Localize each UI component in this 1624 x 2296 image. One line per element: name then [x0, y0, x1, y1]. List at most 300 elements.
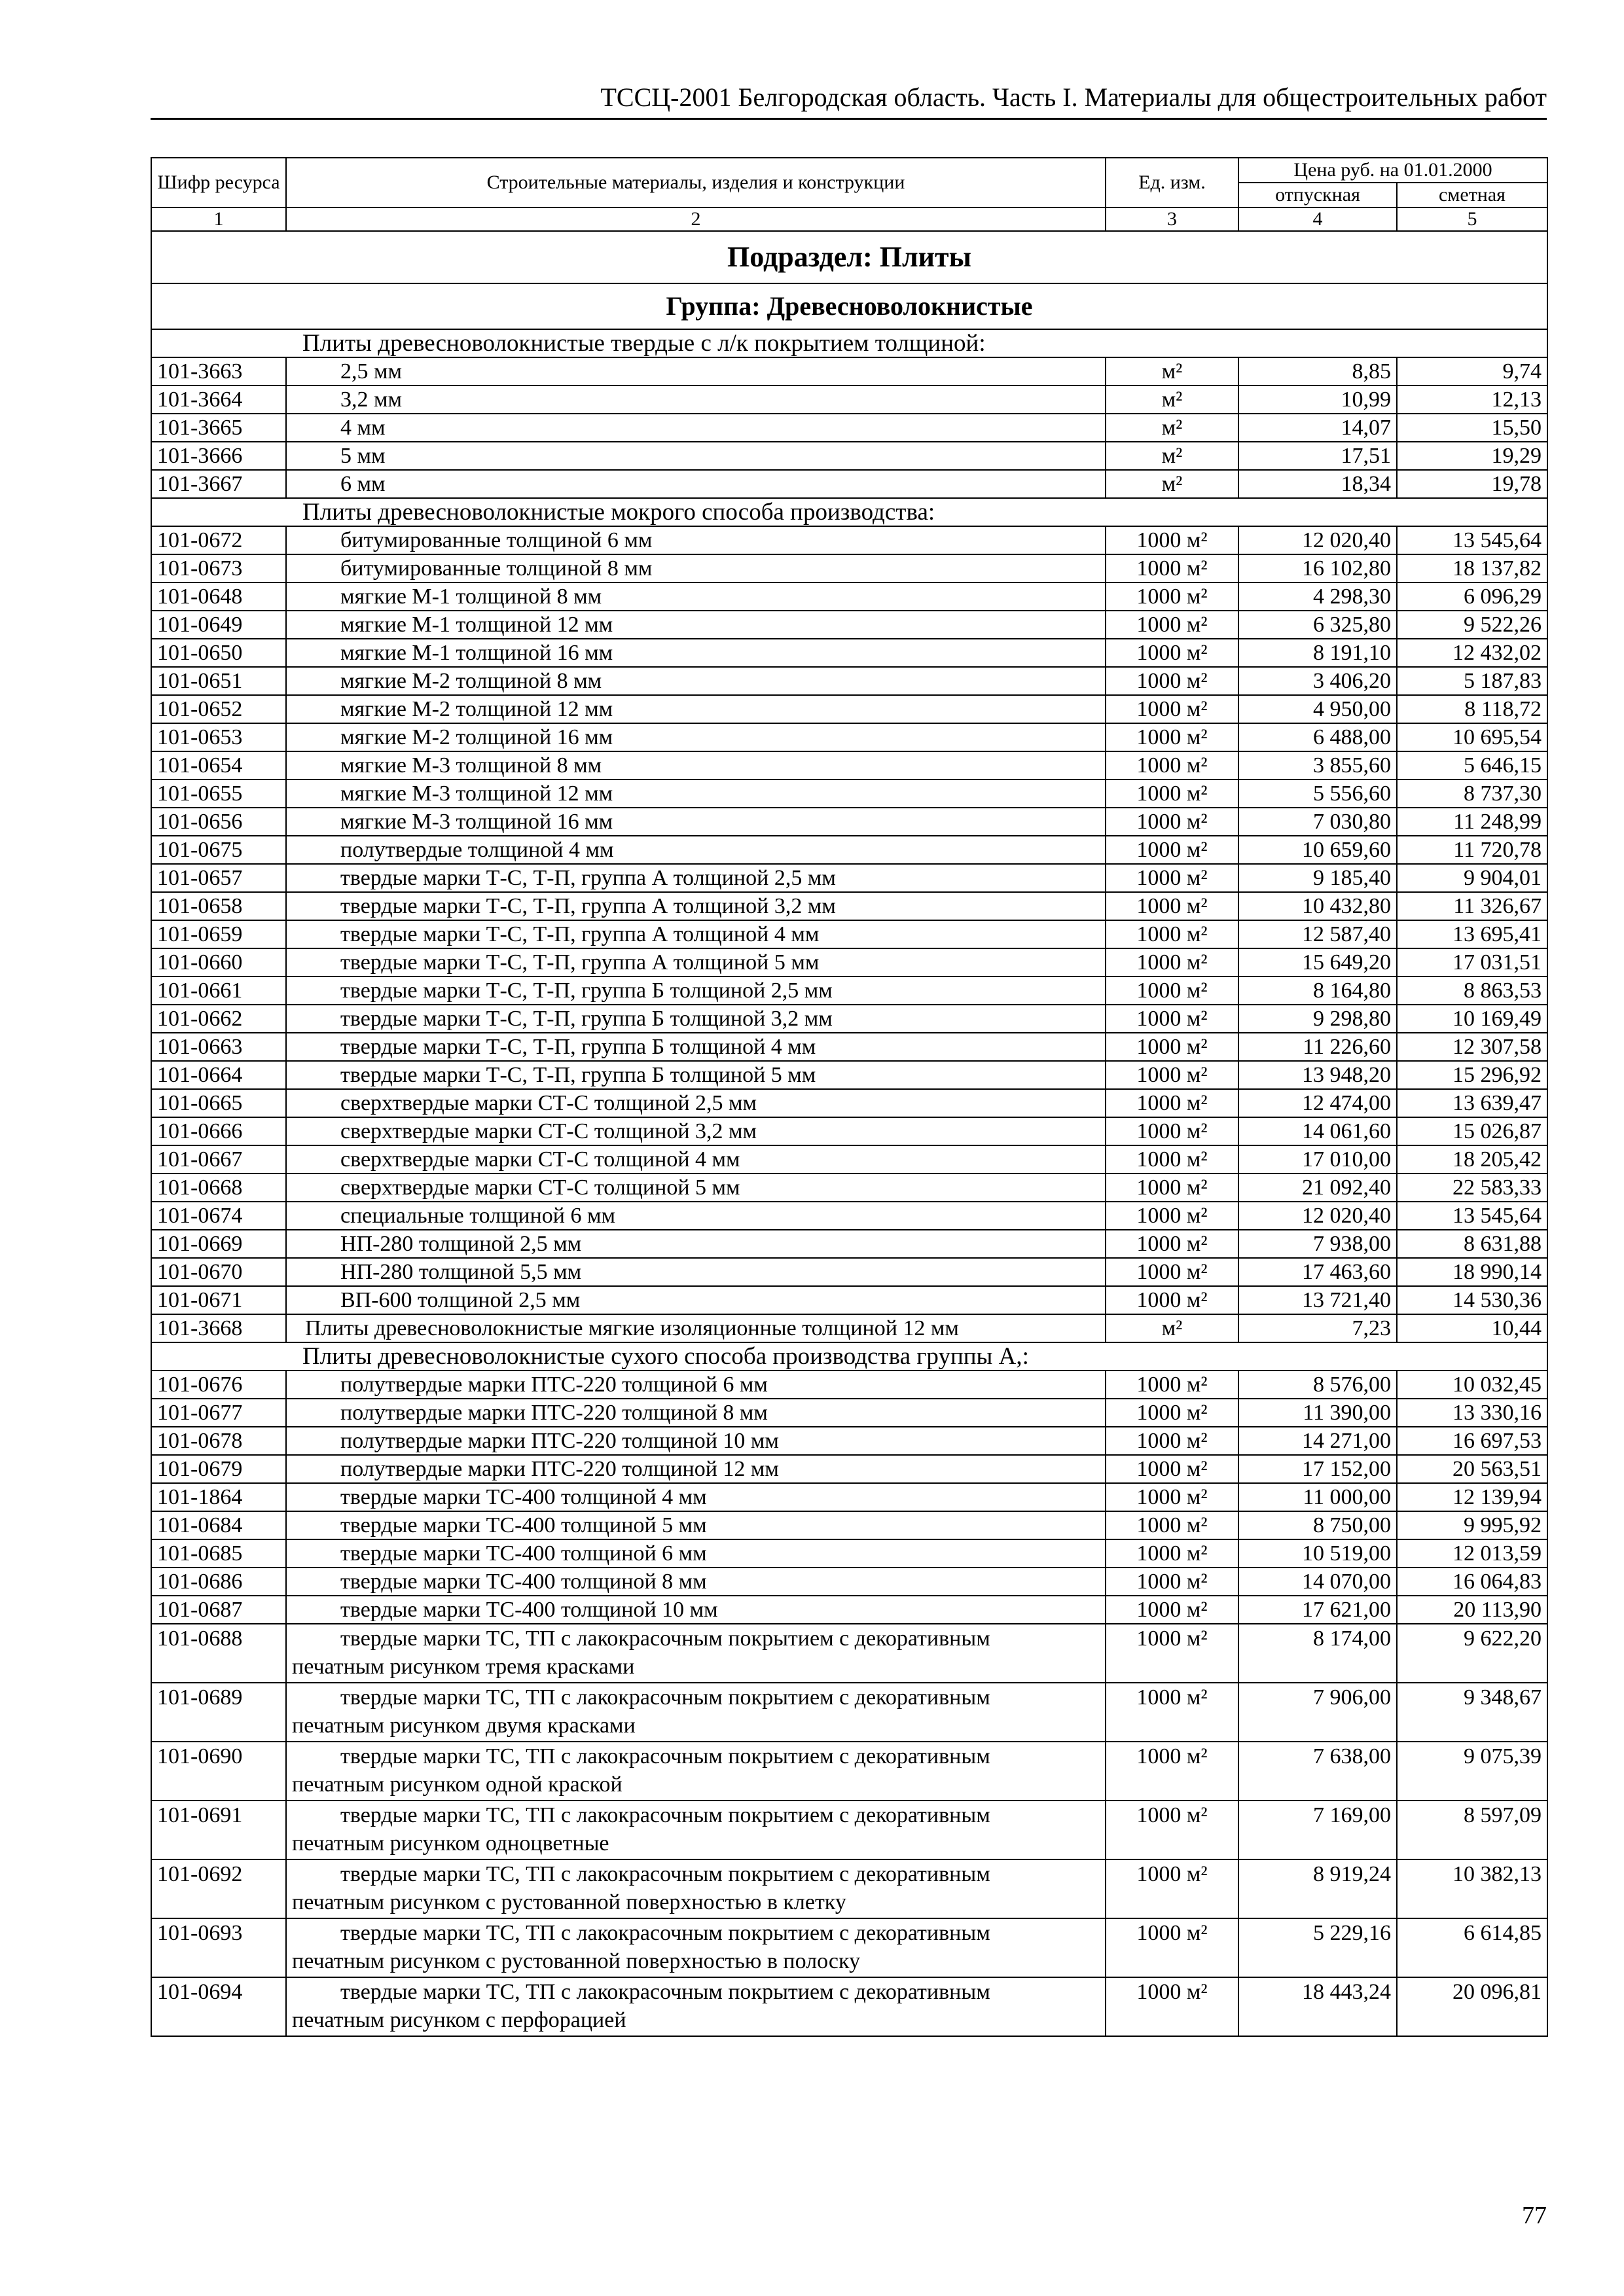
- unit: 1000 м²: [1106, 948, 1238, 977]
- material-name: битумированные толщиной 6 мм: [286, 526, 1106, 554]
- table-row: [151, 780, 1547, 808]
- resource-code: 101-0659: [151, 920, 286, 948]
- estimate-price: 8 863,53: [1397, 977, 1547, 1005]
- release-price: 11 000,00: [1238, 1483, 1397, 1511]
- material-name-line1: твердые марки ТС, ТП с лакокрасочным покрытием с декоративным: [340, 1744, 990, 1768]
- material-name: твердые марки Т-С, Т-П, группа Б толщиной 4 мм: [286, 1033, 1106, 1061]
- material-name: Плиты древесноволокнистые мягкие изоляционные толщиной 12 мм: [286, 1314, 1106, 1342]
- table-row: [151, 554, 1547, 583]
- unit: м²: [1106, 386, 1238, 414]
- resource-code: 101-0650: [151, 639, 286, 667]
- release-price: 5 229,16: [1238, 1918, 1397, 1977]
- release-price: 7 030,80: [1238, 808, 1397, 836]
- material-name: твердые марки ТС-400 толщиной 4 мм: [286, 1483, 1106, 1511]
- unit: 1000 м²: [1106, 1918, 1238, 1977]
- table-row: [151, 1511, 1547, 1539]
- unit: 1000 м²: [1106, 1399, 1238, 1427]
- release-price: 13 948,20: [1238, 1061, 1397, 1089]
- col-number: 5: [1397, 207, 1547, 231]
- release-price: 5 556,60: [1238, 780, 1397, 808]
- material-name: мягкие М-1 толщиной 12 мм: [286, 611, 1106, 639]
- unit: 1000 м²: [1106, 1117, 1238, 1145]
- table-row: [151, 1683, 1547, 1742]
- release-price: 17 621,00: [1238, 1596, 1397, 1624]
- unit: 1000 м²: [1106, 1202, 1238, 1230]
- table-header-row-1: [151, 158, 1547, 183]
- estimate-price: 13 639,47: [1397, 1089, 1547, 1117]
- release-price: 9 298,80: [1238, 1005, 1397, 1033]
- release-price: 12 020,40: [1238, 526, 1397, 554]
- material-name: твердые марки ТС-400 толщиной 8 мм: [286, 1568, 1106, 1596]
- material-name-line1: твердые марки ТС, ТП с лакокрасочным покрытием с декоративным: [340, 1685, 990, 1710]
- resource-code: 101-0687: [151, 1596, 286, 1624]
- material-name: НП-280 толщиной 5,5 мм: [286, 1258, 1106, 1286]
- material-name: мягкие М-3 толщиной 16 мм: [286, 808, 1106, 836]
- price-table: [151, 157, 1548, 2037]
- unit: 1000 м²: [1106, 1511, 1238, 1539]
- table-row: [151, 1174, 1547, 1202]
- table-row: [151, 1977, 1547, 2036]
- group-title: Группа: Древесноволокнистые: [151, 283, 1547, 329]
- material-name: твердые марки Т-С, Т-П, группа А толщиной 3,2 мм: [286, 892, 1106, 920]
- release-price: 14 061,60: [1238, 1117, 1397, 1145]
- unit: 1000 м²: [1106, 1427, 1238, 1455]
- release-price: 15 649,20: [1238, 948, 1397, 977]
- estimate-price: 10 032,45: [1397, 1371, 1547, 1399]
- unit: 1000 м²: [1106, 1033, 1238, 1061]
- col-number: 1: [151, 207, 286, 231]
- estimate-price: 12 013,59: [1397, 1539, 1547, 1568]
- release-price: 4 298,30: [1238, 583, 1397, 611]
- release-price: 8 174,00: [1238, 1624, 1397, 1683]
- release-price: 17 152,00: [1238, 1455, 1397, 1483]
- release-price: 10 659,60: [1238, 836, 1397, 864]
- estimate-price: 9 348,67: [1397, 1683, 1547, 1742]
- release-price: 12 020,40: [1238, 1202, 1397, 1230]
- table-row: [151, 470, 1547, 498]
- material-name: битумированные толщиной 8 мм: [286, 554, 1106, 583]
- table-row: [151, 526, 1547, 554]
- material-name: 3,2 мм: [286, 386, 1106, 414]
- resource-code: 101-0656: [151, 808, 286, 836]
- resource-code: 101-0664: [151, 1061, 286, 1089]
- resource-code: 101-0685: [151, 1539, 286, 1568]
- unit: 1000 м²: [1106, 1683, 1238, 1742]
- resource-code: 101-0651: [151, 667, 286, 695]
- unit: 1000 м²: [1106, 695, 1238, 723]
- estimate-price: 13 545,64: [1397, 526, 1547, 554]
- category-row: [151, 329, 1547, 357]
- material-name: твердые марки Т-С, Т-П, группа А толщиной 5 мм: [286, 948, 1106, 977]
- resource-code: 101-0657: [151, 864, 286, 892]
- estimate-price: 8 737,30: [1397, 780, 1547, 808]
- table-row: [151, 1005, 1547, 1033]
- category-title: Плиты древесноволокнистые мокрого способа производства:: [151, 498, 1547, 526]
- resource-code: 101-0652: [151, 695, 286, 723]
- table-row: [151, 695, 1547, 723]
- estimate-price: 15,50: [1397, 414, 1547, 442]
- unit: 1000 м²: [1106, 892, 1238, 920]
- resource-code: 101-3667: [151, 470, 286, 498]
- unit-header: Ед. изм.: [1106, 158, 1238, 207]
- resource-code: 101-0693: [151, 1918, 286, 1977]
- release-price: 18 443,24: [1238, 1977, 1397, 2036]
- release-price: 8 750,00: [1238, 1511, 1397, 1539]
- table-row: [151, 808, 1547, 836]
- resource-code: 101-0654: [151, 751, 286, 780]
- resource-code: 101-0662: [151, 1005, 286, 1033]
- unit: 1000 м²: [1106, 836, 1238, 864]
- estimate-price: 10 169,49: [1397, 1005, 1547, 1033]
- resource-code: 101-0672: [151, 526, 286, 554]
- estimate-price: 9 075,39: [1397, 1742, 1547, 1801]
- table-row: [151, 1371, 1547, 1399]
- material-name-line2: печатным рисунком с перфорацией: [292, 2008, 626, 2032]
- resource-code: 101-0663: [151, 1033, 286, 1061]
- material-name: твердые марки Т-С, Т-П, группа Б толщиной 3,2 мм: [286, 1005, 1106, 1033]
- material-name: [286, 1859, 1106, 1918]
- resource-code: 101-3666: [151, 442, 286, 470]
- resource-code: 101-0648: [151, 583, 286, 611]
- estimate-price: 9 622,20: [1397, 1624, 1547, 1683]
- material-name: полутвердые марки ПТС-220 толщиной 10 мм: [286, 1427, 1106, 1455]
- table-row: [151, 1033, 1547, 1061]
- unit: 1000 м²: [1106, 1801, 1238, 1859]
- estimate-price: 19,78: [1397, 470, 1547, 498]
- material-name: мягкие М-1 толщиной 8 мм: [286, 583, 1106, 611]
- estimate-price: 11 248,99: [1397, 808, 1547, 836]
- unit: 1000 м²: [1106, 1286, 1238, 1314]
- resource-code: 101-0684: [151, 1511, 286, 1539]
- material-name: мягкие М-3 толщиной 12 мм: [286, 780, 1106, 808]
- unit: 1000 м²: [1106, 1977, 1238, 2036]
- unit: 1000 м²: [1106, 639, 1238, 667]
- unit: 1000 м²: [1106, 1061, 1238, 1089]
- unit: 1000 м²: [1106, 751, 1238, 780]
- table-row: [151, 1455, 1547, 1483]
- estimate-price: 12 432,02: [1397, 639, 1547, 667]
- material-name: 2,5 мм: [286, 357, 1106, 386]
- header-rule: [151, 118, 1547, 120]
- material-name: твердые марки Т-С, Т-П, группа А толщиной 4 мм: [286, 920, 1106, 948]
- material-name-line1: твердые марки ТС, ТП с лакокрасочным покрытием с декоративным: [340, 1626, 990, 1651]
- estimate-price: 5 187,83: [1397, 667, 1547, 695]
- estimate-price: 9 995,92: [1397, 1511, 1547, 1539]
- col-number: 2: [286, 207, 1106, 231]
- unit: 1000 м²: [1106, 667, 1238, 695]
- table-row: [151, 1596, 1547, 1624]
- estimate-price: 12,13: [1397, 386, 1547, 414]
- table-row: [151, 1117, 1547, 1145]
- column-numbers-row: [151, 207, 1547, 231]
- table-row: [151, 667, 1547, 695]
- estimate-price: 20 096,81: [1397, 1977, 1547, 2036]
- estimate-price: 5 646,15: [1397, 751, 1547, 780]
- resource-code: 101-0688: [151, 1624, 286, 1683]
- release-price: 11 226,60: [1238, 1033, 1397, 1061]
- unit: м²: [1106, 357, 1238, 386]
- table-row: [151, 1145, 1547, 1174]
- unit: 1000 м²: [1106, 1455, 1238, 1483]
- material-name: твердые марки Т-С, Т-П, группа Б толщиной 2,5 мм: [286, 977, 1106, 1005]
- unit: 1000 м²: [1106, 1539, 1238, 1568]
- code-header: Шифр ресурса: [151, 158, 286, 207]
- release-price: 7 938,00: [1238, 1230, 1397, 1258]
- release-price: 16 102,80: [1238, 554, 1397, 583]
- release-price: 9 185,40: [1238, 864, 1397, 892]
- unit: 1000 м²: [1106, 1005, 1238, 1033]
- resource-code: 101-0666: [151, 1117, 286, 1145]
- estimate-price: 9,74: [1397, 357, 1547, 386]
- resource-code: 101-0670: [151, 1258, 286, 1286]
- category-row: [151, 1342, 1547, 1371]
- table-row: [151, 1314, 1547, 1342]
- unit: 1000 м²: [1106, 1089, 1238, 1117]
- table-row: [151, 920, 1547, 948]
- estimate-price: 10 695,54: [1397, 723, 1547, 751]
- estimate-price: 8 631,88: [1397, 1230, 1547, 1258]
- material-name: [286, 1918, 1106, 1977]
- resource-code: 101-0676: [151, 1371, 286, 1399]
- unit: 1000 м²: [1106, 1624, 1238, 1683]
- material-name: [286, 1624, 1106, 1683]
- release-price: 12 474,00: [1238, 1089, 1397, 1117]
- resource-code: 101-0689: [151, 1683, 286, 1742]
- release-price: 8 191,10: [1238, 639, 1397, 667]
- resource-code: 101-0655: [151, 780, 286, 808]
- price-header: Цена руб. на 01.01.2000: [1238, 158, 1547, 183]
- estimate-price: 10 382,13: [1397, 1859, 1547, 1918]
- release-price: 21 092,40: [1238, 1174, 1397, 1202]
- material-name: специальные толщиной 6 мм: [286, 1202, 1106, 1230]
- table-row: [151, 723, 1547, 751]
- release-price: 17 463,60: [1238, 1258, 1397, 1286]
- category-title: Плиты древесноволокнистые сухого способа производства группы А,:: [151, 1342, 1547, 1371]
- estimate-price: 12 307,58: [1397, 1033, 1547, 1061]
- resource-code: 101-0671: [151, 1286, 286, 1314]
- table-row: [151, 639, 1547, 667]
- release-price: 6 325,80: [1238, 611, 1397, 639]
- estimate-price: 14 530,36: [1397, 1286, 1547, 1314]
- release-price: 8,85: [1238, 357, 1397, 386]
- release-price: 10 519,00: [1238, 1539, 1397, 1568]
- table-row: [151, 414, 1547, 442]
- estimate-price: 15 296,92: [1397, 1061, 1547, 1089]
- material-name-line2: печатным рисунком одной краской: [292, 1772, 623, 1797]
- estimate-price: 18 990,14: [1397, 1258, 1547, 1286]
- unit: 1000 м²: [1106, 808, 1238, 836]
- material-name-line2: печатным рисунком одноцветные: [292, 1831, 609, 1856]
- unit: 1000 м²: [1106, 1230, 1238, 1258]
- material-name: мягкие М-2 толщиной 8 мм: [286, 667, 1106, 695]
- material-name: сверхтвердые марки СТ-С толщиной 5 мм: [286, 1174, 1106, 1202]
- resource-code: 101-0690: [151, 1742, 286, 1801]
- resource-code: 101-0673: [151, 554, 286, 583]
- release-price-header: отпускная: [1238, 183, 1397, 207]
- resource-code: 101-3664: [151, 386, 286, 414]
- resource-code: 101-3663: [151, 357, 286, 386]
- estimate-price: 19,29: [1397, 442, 1547, 470]
- material-name: полутвердые марки ПТС-220 толщиной 6 мм: [286, 1371, 1106, 1399]
- release-price: 12 587,40: [1238, 920, 1397, 948]
- resource-code: 101-0669: [151, 1230, 286, 1258]
- release-price: 17,51: [1238, 442, 1397, 470]
- resource-code: 101-0692: [151, 1859, 286, 1918]
- table-row: [151, 1801, 1547, 1859]
- estimate-price: 22 583,33: [1397, 1174, 1547, 1202]
- name-header: Строительные материалы, изделия и конструкции: [286, 158, 1106, 207]
- unit: м²: [1106, 442, 1238, 470]
- table-row: [151, 1742, 1547, 1801]
- estimate-price: 17 031,51: [1397, 948, 1547, 977]
- resource-code: 101-3665: [151, 414, 286, 442]
- material-name: твердые марки Т-С, Т-П, группа Б толщиной 5 мм: [286, 1061, 1106, 1089]
- material-name-line2: печатным рисунком двумя красками: [292, 1713, 636, 1738]
- material-name: мягкие М-1 толщиной 16 мм: [286, 639, 1106, 667]
- group-row: [151, 283, 1547, 329]
- release-price: 8 919,24: [1238, 1859, 1397, 1918]
- col-number: 3: [1106, 207, 1238, 231]
- unit: 1000 м²: [1106, 1483, 1238, 1511]
- material-name-line1: твердые марки ТС, ТП с лакокрасочным покрытием с декоративным: [340, 1803, 990, 1827]
- table-row: [151, 836, 1547, 864]
- material-name-line1: твердые марки ТС, ТП с лакокрасочным покрытием с декоративным: [340, 1980, 990, 2004]
- table-row: [151, 1399, 1547, 1427]
- release-price: 8 164,80: [1238, 977, 1397, 1005]
- material-name-line1: твердые марки ТС, ТП с лакокрасочным покрытием с декоративным: [340, 1862, 990, 1886]
- resource-code: 101-0667: [151, 1145, 286, 1174]
- table-row: [151, 1061, 1547, 1089]
- material-name-line1: твердые марки ТС, ТП с лакокрасочным покрытием с декоративным: [340, 1921, 990, 1945]
- material-name: мягкие М-2 толщиной 16 мм: [286, 723, 1106, 751]
- estimate-price: 13 695,41: [1397, 920, 1547, 948]
- estimate-price: 8 118,72: [1397, 695, 1547, 723]
- estimate-price: 15 026,87: [1397, 1117, 1547, 1145]
- material-name: мягкие М-3 толщиной 8 мм: [286, 751, 1106, 780]
- resource-code: 101-0665: [151, 1089, 286, 1117]
- release-price: 4 950,00: [1238, 695, 1397, 723]
- release-price: 11 390,00: [1238, 1399, 1397, 1427]
- release-price: 7 906,00: [1238, 1683, 1397, 1742]
- page-number: 77: [1522, 2202, 1547, 2229]
- unit: 1000 м²: [1106, 864, 1238, 892]
- material-name-line2: печатным рисунком с рустованной поверхностью в полоску: [292, 1949, 861, 1973]
- release-price: 14 271,00: [1238, 1427, 1397, 1455]
- material-name: полутвердые марки ПТС-220 толщиной 8 мм: [286, 1399, 1106, 1427]
- resource-code: 101-3668: [151, 1314, 286, 1342]
- resource-code: 101-0677: [151, 1399, 286, 1427]
- unit: 1000 м²: [1106, 780, 1238, 808]
- unit: м²: [1106, 470, 1238, 498]
- table-row: [151, 1859, 1547, 1918]
- estimate-price: 10,44: [1397, 1314, 1547, 1342]
- unit: м²: [1106, 414, 1238, 442]
- unit: 1000 м²: [1106, 526, 1238, 554]
- estimate-price-header: сметная: [1397, 183, 1547, 207]
- resource-code: 101-0674: [151, 1202, 286, 1230]
- resource-code: 101-0658: [151, 892, 286, 920]
- resource-code: 101-0691: [151, 1801, 286, 1859]
- release-price: 8 576,00: [1238, 1371, 1397, 1399]
- unit: 1000 м²: [1106, 554, 1238, 583]
- unit: 1000 м²: [1106, 1568, 1238, 1596]
- table-row: [151, 977, 1547, 1005]
- release-price: 14 070,00: [1238, 1568, 1397, 1596]
- unit: 1000 м²: [1106, 920, 1238, 948]
- table-row: [151, 1539, 1547, 1568]
- estimate-price: 6 614,85: [1397, 1918, 1547, 1977]
- table-row: [151, 1568, 1547, 1596]
- release-price: 17 010,00: [1238, 1145, 1397, 1174]
- estimate-price: 20 113,90: [1397, 1596, 1547, 1624]
- col-number: 4: [1238, 207, 1397, 231]
- table-row: [151, 1624, 1547, 1683]
- table-row: [151, 611, 1547, 639]
- estimate-price: 11 326,67: [1397, 892, 1547, 920]
- release-price: 7,23: [1238, 1314, 1397, 1342]
- release-price: 13 721,40: [1238, 1286, 1397, 1314]
- estimate-price: 18 205,42: [1397, 1145, 1547, 1174]
- material-name-line2: печатным рисунком тремя красками: [292, 1655, 635, 1679]
- table-row: [151, 1258, 1547, 1286]
- release-price: 10 432,80: [1238, 892, 1397, 920]
- material-name: твердые марки ТС-400 толщиной 5 мм: [286, 1511, 1106, 1539]
- table-row: [151, 751, 1547, 780]
- material-name: полутвердые марки ПТС-220 толщиной 12 мм: [286, 1455, 1106, 1483]
- material-name: [286, 1683, 1106, 1742]
- resource-code: 101-0694: [151, 1977, 286, 2036]
- material-name: твердые марки ТС-400 толщиной 6 мм: [286, 1539, 1106, 1568]
- material-name: сверхтвердые марки СТ-С толщиной 3,2 мм: [286, 1117, 1106, 1145]
- release-price: 18,34: [1238, 470, 1397, 498]
- estimate-price: 13 330,16: [1397, 1399, 1547, 1427]
- material-name: ВП-600 толщиной 2,5 мм: [286, 1286, 1106, 1314]
- table-row: [151, 1230, 1547, 1258]
- material-name: сверхтвердые марки СТ-С толщиной 4 мм: [286, 1145, 1106, 1174]
- unit: 1000 м²: [1106, 723, 1238, 751]
- table-row: [151, 1089, 1547, 1117]
- release-price: 14,07: [1238, 414, 1397, 442]
- table-row: [151, 1286, 1547, 1314]
- unit: 1000 м²: [1106, 1371, 1238, 1399]
- release-price: 3 406,20: [1238, 667, 1397, 695]
- material-name: твердые марки ТС-400 толщиной 10 мм: [286, 1596, 1106, 1624]
- table-row: [151, 386, 1547, 414]
- resource-code: 101-0649: [151, 611, 286, 639]
- material-name: полутвердые толщиной 4 мм: [286, 836, 1106, 864]
- estimate-price: 6 096,29: [1397, 583, 1547, 611]
- table-row: [151, 583, 1547, 611]
- resource-code: 101-0678: [151, 1427, 286, 1455]
- release-price: 3 855,60: [1238, 751, 1397, 780]
- unit: 1000 м²: [1106, 1742, 1238, 1801]
- table-row: [151, 1918, 1547, 1977]
- estimate-price: 12 139,94: [1397, 1483, 1547, 1511]
- resource-code: 101-0661: [151, 977, 286, 1005]
- unit: м²: [1106, 1314, 1238, 1342]
- material-name: 5 мм: [286, 442, 1106, 470]
- material-name: НП-280 толщиной 2,5 мм: [286, 1230, 1106, 1258]
- section-title: Подраздел: Плиты: [151, 231, 1547, 283]
- estimate-price: 16 064,83: [1397, 1568, 1547, 1596]
- table-row: [151, 948, 1547, 977]
- material-name-line2: печатным рисунком с рустованной поверхностью в клетку: [292, 1890, 846, 1914]
- release-price: 10,99: [1238, 386, 1397, 414]
- resource-code: 101-0668: [151, 1174, 286, 1202]
- estimate-price: 18 137,82: [1397, 554, 1547, 583]
- material-name: мягкие М-2 толщиной 12 мм: [286, 695, 1106, 723]
- resource-code: 101-0660: [151, 948, 286, 977]
